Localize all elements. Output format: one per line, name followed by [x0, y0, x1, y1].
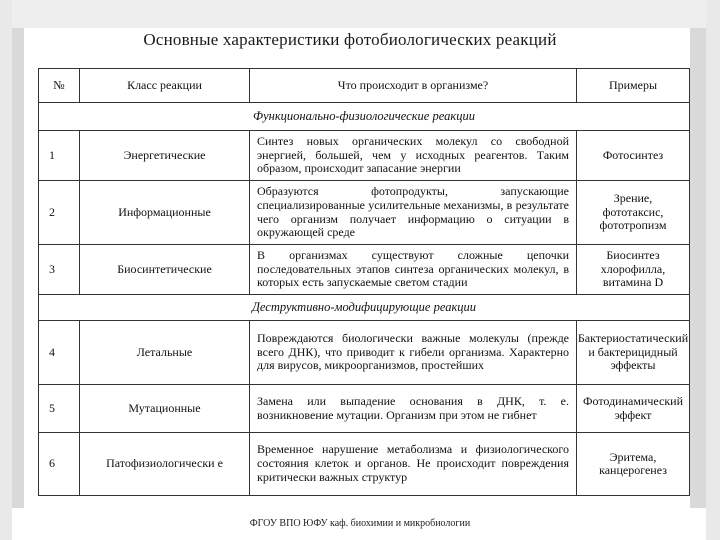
row-example: Зрение, фототаксис, фототропизм [599, 191, 667, 233]
row-number: 3 [39, 245, 80, 294]
background-band-right [706, 0, 720, 540]
row-class: Летальные [80, 321, 250, 384]
row-class: Энергетические [80, 131, 250, 180]
reactions-table [38, 68, 690, 496]
header-class: Класс реакции [80, 69, 250, 102]
row-example: Фотодинамический эффект [583, 394, 684, 422]
row-class: Биосинтетические [80, 245, 250, 294]
row-description: Повреждаются биологически важные молекулы (прежде всего ДНК), что приводит к гибели организма. Характерно для вирусов, микроорганизмов, простейших [250, 321, 577, 384]
background-band-top [0, 0, 720, 28]
row-example: Эритема, канцерогенез [599, 449, 667, 477]
table-row [39, 321, 689, 385]
table-row [39, 181, 689, 245]
section-destructive: Деструктивно-модифицирующие реакции [39, 295, 689, 321]
row-example: Бактериостатический и бактерицидный эффекты [577, 331, 689, 373]
header-process: Что происходит в организме? [250, 69, 577, 102]
page-title: Основные характеристики фотобиологических реакций [143, 30, 557, 49]
row-class: Патофизиологически е [80, 433, 250, 495]
section-functional: Функционально-физиологические реакции [39, 103, 689, 131]
table-row [39, 131, 689, 181]
header-examples: Примеры [608, 77, 658, 92]
footer-caption: ФГОУ ВПО ЮФУ каф. биохимии и микробиологии [249, 518, 471, 529]
page-edge-right [690, 28, 706, 508]
row-class: Мутационные [80, 385, 250, 432]
row-number: 2 [39, 181, 80, 244]
header-number: № [39, 69, 80, 102]
row-number: 5 [39, 385, 80, 432]
row-class: Информационные [80, 181, 250, 244]
row-description: Образуются фотопродукты, запускающие специализированные усилительные механизмы, в результате чего организм получает информацию о ситуации в окружающей среде [250, 181, 577, 244]
row-description: Синтез новых органических молекул со свободной энергией, большей, чем у исходных реагентов. Таким образом, происходит запасание энергии [250, 131, 577, 180]
row-example: Фотосинтез [602, 147, 664, 162]
row-number: 4 [39, 321, 80, 384]
table-header-row [39, 69, 689, 103]
table-row [39, 245, 689, 295]
row-description: В организмах существуют сложные цепочки последовательных этапов синтеза органических молекул, в которых есть запускаемые светом стадии [250, 245, 577, 294]
row-example: Биосинтез хлорофилла, витамина D [600, 248, 666, 290]
table-row [39, 385, 689, 433]
page-edge-left [12, 28, 24, 508]
background-band-left [0, 0, 12, 540]
row-description: Временное нарушение метаболизма и физиологического состояния клеток и органов. Не происходит повреждения критически важных структур [250, 433, 577, 495]
table-row [39, 433, 689, 495]
row-number: 6 [39, 433, 80, 495]
row-number: 1 [39, 131, 80, 180]
row-description: Замена или выпадение основания в ДНК, т. е. возникновение мутации. Организм при этом не гибнет [250, 385, 577, 432]
